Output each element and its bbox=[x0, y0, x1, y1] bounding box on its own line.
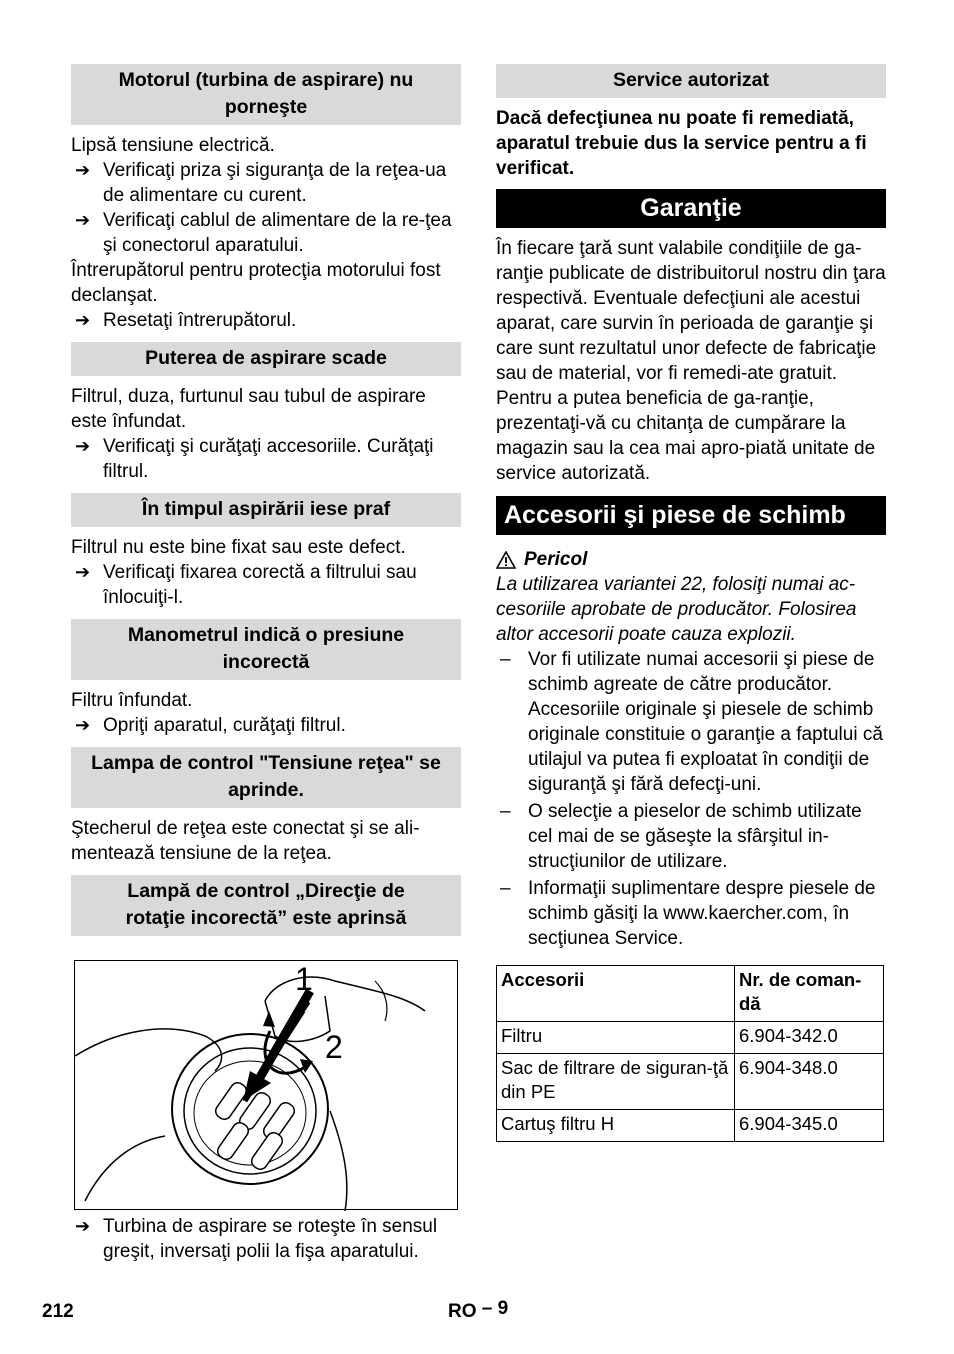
section-heading-manometer: Manometrul indică o presiune incorectă bbox=[71, 619, 461, 680]
cause-text: Întrerupătorul pentru protecţia motorului fost declanşat. bbox=[71, 260, 441, 306]
section-heading-service: Service autorizat bbox=[496, 64, 886, 98]
action-text: Verificaţi şi curăţaţi accesoriile. Curăţaţi filtrul. bbox=[103, 436, 434, 482]
plug-rotation-figure bbox=[74, 960, 458, 1210]
action-text: Verificaţi cablul de alimentare de la re-ţea şi conectorul aparatului. bbox=[103, 210, 452, 256]
arrow-right-icon: ➔ bbox=[75, 436, 91, 456]
cause-text: Filtrul nu este bine fixat sau este defect. bbox=[71, 537, 406, 558]
section-heading-rotation-lamp: Lampă de control „Direcţie de rotaţie incorectă” este aprinsă bbox=[71, 875, 461, 936]
action-item bbox=[71, 308, 461, 333]
table-cell: Cartuş filtru H bbox=[497, 1110, 735, 1142]
table-header-row bbox=[497, 966, 884, 1022]
arrow-right-icon: ➔ bbox=[75, 562, 91, 582]
cause-text: Filtru înfundat. bbox=[71, 690, 193, 711]
heading-warranty: Garanţie bbox=[496, 189, 886, 228]
danger-label: Pericol bbox=[524, 549, 588, 570]
footer-separator: – bbox=[481, 1298, 493, 1319]
table-row bbox=[497, 1022, 884, 1054]
dash-bullet: – bbox=[500, 878, 511, 899]
arrow-right-icon: ➔ bbox=[75, 160, 91, 180]
action-text: Resetaţi întrerupătorul. bbox=[103, 310, 297, 331]
table-header-cell: Nr. de coman-dă bbox=[735, 966, 884, 1022]
dash-bullet: – bbox=[500, 801, 511, 822]
action-text: Turbina de aspirare se roteşte în sensul greşit, inversaţi polii la fişa aparatului. bbox=[103, 1216, 438, 1262]
table-cell: 6.904-342.0 bbox=[735, 1022, 884, 1054]
table-cell: Filtru bbox=[497, 1022, 735, 1054]
sub-page-number: 9 bbox=[497, 1298, 509, 1319]
danger-heading bbox=[496, 547, 886, 572]
table-cell: 6.904-348.0 bbox=[735, 1054, 884, 1110]
section-heading-motor: Motorul (turbina de aspirare) nu porneşte bbox=[71, 64, 461, 125]
action-text: Opriţi aparatul, curăţaţi filtrul. bbox=[103, 715, 346, 736]
danger-text: La utilizarea variantei 22, folosiţi numai ac-cesoriile aprobate de producător. Folosirea altor accesorii poate cauza explozii. bbox=[496, 574, 857, 645]
cause-text: Lipsă tensiune electrică. bbox=[71, 135, 275, 156]
dash-bullet: – bbox=[500, 649, 511, 670]
plug-illustration bbox=[75, 961, 459, 1211]
section-heading-suction: Puterea de aspirare scade bbox=[71, 342, 461, 376]
action-item bbox=[71, 208, 461, 258]
list-item bbox=[496, 647, 886, 797]
section-heading-dust: În timpul aspirării iese praf bbox=[71, 493, 461, 527]
right-column bbox=[496, 64, 886, 1142]
list-item bbox=[496, 799, 886, 874]
cause-text: Filtrul, duza, furtunul sau tubul de aspirare este înfundat. bbox=[71, 386, 426, 432]
figure-label-2: 2 bbox=[325, 1029, 343, 1065]
table-cell: Sac de filtrare de siguran-ţă din PE bbox=[497, 1054, 735, 1110]
arrow-right-icon: ➔ bbox=[75, 715, 91, 735]
page-number: 212 bbox=[42, 1301, 74, 1322]
list-item bbox=[496, 876, 886, 951]
list-item-text: O selecţie a pieselor de schimb utilizate cel mai de se găseşte la sfârşitul in-strucţiunilor de utilizare. bbox=[528, 801, 862, 872]
page-footer-label bbox=[448, 1296, 508, 1321]
arrow-right-icon: ➔ bbox=[75, 210, 91, 230]
table-row bbox=[497, 1110, 884, 1142]
action-item bbox=[71, 560, 461, 610]
arrow-right-icon: ➔ bbox=[75, 310, 91, 330]
table-header-cell: Accesorii bbox=[497, 966, 735, 1022]
table-row bbox=[497, 1054, 884, 1110]
cause-text: Ştecherul de reţea este conectat şi se ali-mentează tensiune de la reţea. bbox=[71, 818, 420, 864]
action-item bbox=[71, 1214, 461, 1264]
action-item bbox=[71, 713, 461, 738]
warning-triangle-icon bbox=[496, 551, 516, 569]
action-item bbox=[71, 434, 461, 484]
accessories-table bbox=[496, 965, 884, 1142]
arrow-right-icon: ➔ bbox=[75, 1216, 91, 1236]
action-text: Verificaţi fixarea corectă a filtrului sau înlocuiţi-l. bbox=[103, 562, 417, 608]
list-item-text: Vor fi utilizate numai accesorii şi piese de schimb agreate de către producător. Accesoriile originale şi piesele de schimb originale constituie o garanţie a faptului că utilajul va putea fi exploatat în condiţii de siguranţă şi fără defecţi-uni. bbox=[528, 649, 883, 795]
section-heading-voltage-lamp: Lampa de control "Tensiune reţea" se aprinde. bbox=[71, 747, 461, 808]
figure-label-1: 1 bbox=[295, 961, 313, 997]
language-code: RO bbox=[448, 1301, 477, 1322]
left-column bbox=[71, 64, 461, 1264]
service-text: Dacă defecţiunea nu poate fi remediată, aparatul trebuie dus la service pentru a fi verificat. bbox=[496, 108, 867, 179]
action-text: Verificaţi priza şi siguranţa de la reţea-ua de alimentare cu curent. bbox=[103, 160, 447, 206]
warranty-text: În fiecare ţară sunt valabile condiţiile de ga-ranţie publicate de distribuitorul nostru din ţara respectivă. Eventuale defecţiuni ale acestui aparat, care survin în perioada de garanţie şi care sunt rezultatul unor defecte de fabricaţie sau de material, vor fi remedi-ate gratuit. Pentru a putea beneficia de ga-ranţie, prezentaţi-vă cu chitanţa de cumpărare la magazin sau la cea mai apro-piată unitate de service autorizată. bbox=[496, 238, 886, 484]
heading-accessories: Accesorii şi piese de schimb bbox=[496, 496, 886, 535]
table-cell: 6.904-345.0 bbox=[735, 1110, 884, 1142]
list-item-text: Informaţii suplimentare despre piesele de schimb găsiţi la www.kaercher.com, în secţiunea Service. bbox=[528, 878, 876, 949]
action-item bbox=[71, 158, 461, 208]
